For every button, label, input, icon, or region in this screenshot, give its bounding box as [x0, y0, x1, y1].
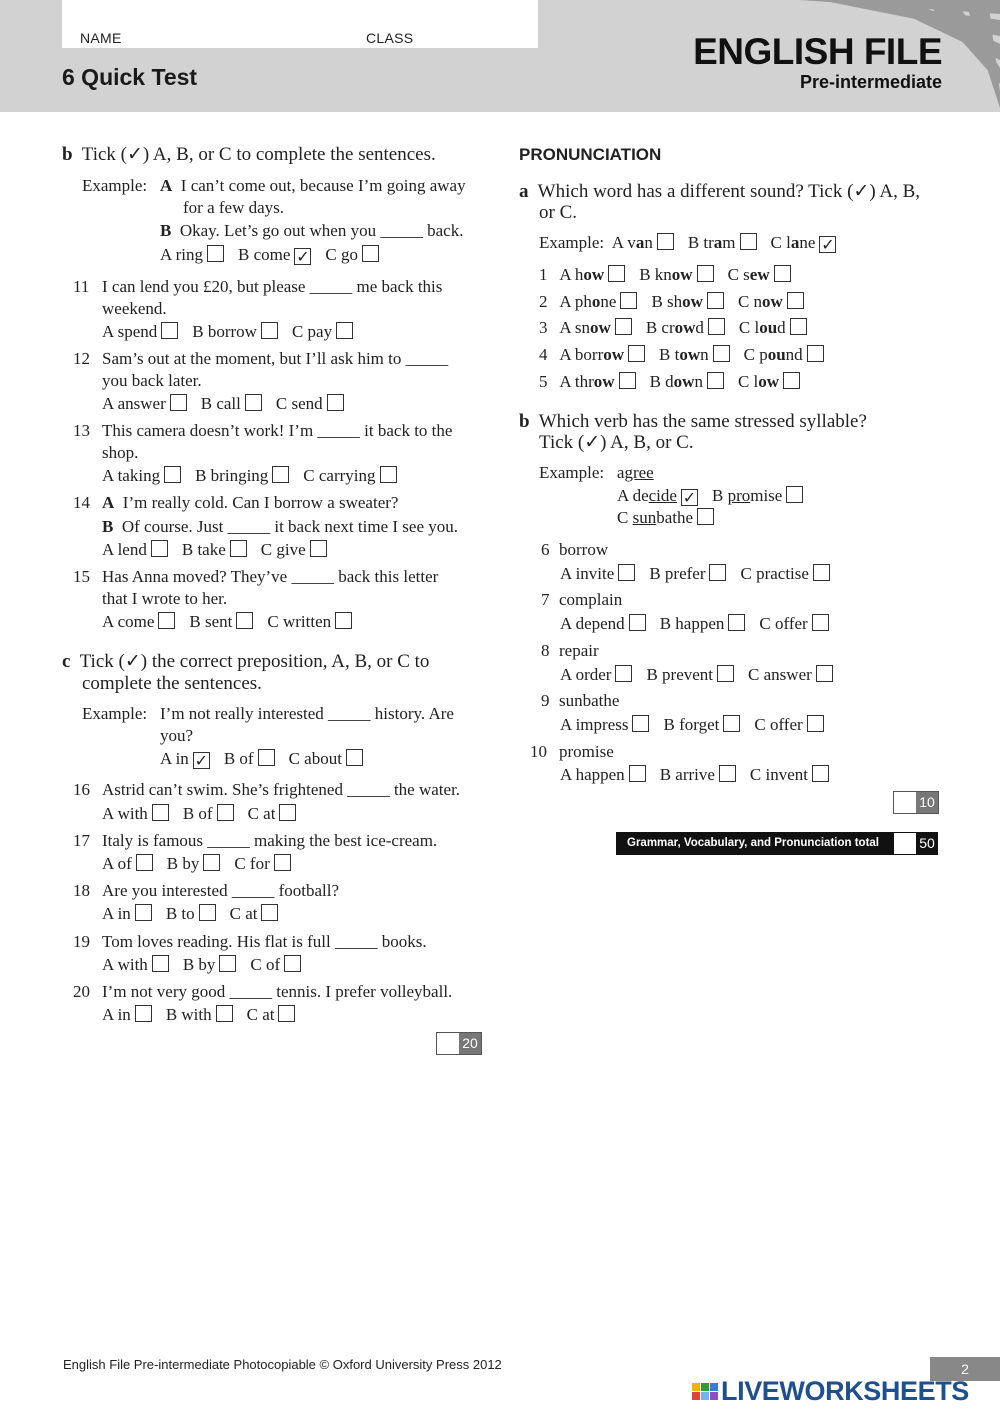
checkbox[interactable] [807, 715, 824, 732]
checkbox[interactable] [135, 904, 152, 921]
checkbox[interactable] [152, 955, 169, 972]
page-number: 2 [930, 1357, 1000, 1381]
checkbox[interactable] [723, 715, 740, 732]
total-score: 50 [919, 835, 935, 851]
question-options: A invite B prefer C practise [560, 564, 844, 584]
checkbox[interactable] [245, 394, 262, 411]
checkbox[interactable] [258, 749, 275, 766]
checkbox[interactable] [615, 665, 632, 682]
question-text: B Of course. Just _____ it back next time I see you. [102, 517, 458, 536]
checkbox[interactable] [708, 318, 725, 335]
logo-grid-icon [692, 1383, 718, 1400]
copyright-footer: English File Pre-intermediate Photocopiable © Oxford University Press 2012 [63, 1357, 502, 1372]
checkbox[interactable] [807, 345, 824, 362]
checkbox[interactable] [261, 322, 278, 339]
checkbox[interactable] [230, 540, 247, 557]
checkbox[interactable] [217, 804, 234, 821]
checkbox[interactable] [236, 612, 253, 629]
question-text: Astrid can’t swim. She’s frightened _____ the water. [102, 780, 461, 799]
question-text: Has Anna moved? They’ve _____ back this letter [102, 567, 439, 586]
checkbox[interactable] [657, 233, 674, 250]
checkbox[interactable] [327, 394, 344, 411]
checkbox[interactable] [812, 765, 829, 782]
question-text: This camera doesn’t work! I’m _____ it back to the [102, 421, 453, 440]
question-text: shop. [102, 443, 139, 462]
question-options: A happen B arrive C invent [560, 765, 843, 785]
brand-name: ENGLISH FILE [693, 31, 942, 72]
checkbox-ticked[interactable]: ✓ [682, 488, 697, 507]
question-options: A spend B borrow C pay [102, 322, 367, 342]
part-letter: a [519, 181, 529, 202]
checkbox[interactable] [261, 904, 278, 921]
pron-item: 2 A phone B show C now [539, 292, 818, 312]
checkbox[interactable] [697, 508, 714, 525]
part-letter: b [62, 144, 73, 165]
part-b-instruction: Tick (✓) A, B, or C. [539, 432, 694, 453]
checkbox[interactable] [272, 466, 289, 483]
question-text: Italy is famous _____ making the best ice-cream. [102, 831, 438, 850]
checkbox[interactable] [713, 345, 730, 362]
question-text: I can lend you £20, but please _____ me back this [102, 277, 443, 296]
brand [693, 32, 942, 92]
checkbox-ticked[interactable]: ✓ [296, 247, 310, 266]
checkbox[interactable] [336, 322, 353, 339]
question-text: Sam’s out at the moment, but I’ll ask him to _____ [102, 349, 449, 368]
question-text: you back later. [102, 371, 202, 390]
question-options: A of B by C for [102, 854, 305, 874]
page-header [0, 0, 1000, 112]
example-line: you? [160, 726, 194, 745]
checkbox[interactable] [135, 1005, 152, 1022]
pron-item: 4 A borrow B town C pound [539, 345, 838, 365]
score-total: 20 [459, 1033, 481, 1054]
score-box [893, 791, 939, 814]
class-label: CLASS [366, 30, 414, 46]
question-options: A impress B forget C offer [560, 715, 838, 735]
checkbox[interactable] [151, 540, 168, 557]
checkbox[interactable] [629, 614, 646, 631]
checkbox[interactable] [619, 372, 636, 389]
question-number: 9 [541, 691, 550, 710]
pron-item: 5 A throw B down C low [539, 372, 814, 392]
part-b-instruction: b Which verb has the same stressed syllable? [519, 411, 867, 432]
total-input[interactable] [894, 833, 916, 854]
question-number: 15 [73, 567, 90, 586]
checkbox[interactable] [158, 612, 175, 629]
checkbox[interactable] [608, 265, 625, 282]
stress-word: complain [559, 590, 623, 609]
checkbox[interactable] [199, 904, 216, 921]
liveworksheets-logo [692, 1376, 969, 1407]
question-number: 18 [73, 881, 90, 900]
question-options: A in B to C at [102, 904, 292, 924]
checkbox[interactable] [362, 245, 379, 262]
example-options: C sunbathe [617, 508, 728, 528]
checkbox[interactable] [717, 665, 734, 682]
checkbox[interactable] [136, 854, 153, 871]
example-line: A I can’t come out, because I’m going away [160, 176, 466, 195]
question-number: 12 [73, 349, 90, 368]
example-options: A in ✓ B of C about [160, 749, 377, 769]
checkbox[interactable] [787, 292, 804, 309]
checkbox-ticked[interactable]: ✓ [194, 751, 209, 770]
watermark-text: LIVEWORKSHEETS [721, 1376, 969, 1406]
question-options: A lend B take C give [102, 540, 341, 560]
question-options: A order B prevent C answer [560, 665, 847, 685]
part-letter: b [519, 411, 530, 432]
part-c-instruction: c Tick (✓) the correct preposition, A, B, or C to [62, 651, 430, 672]
checkbox[interactable] [813, 564, 830, 581]
checkbox[interactable] [279, 804, 296, 821]
question-text: Tom loves reading. His flat is full _____ books. [102, 932, 427, 951]
example-label: Example: [82, 704, 148, 723]
pron-item: 3 A snow B crowd C loud [539, 318, 821, 338]
question-number: 16 [73, 780, 90, 799]
checkbox[interactable] [152, 804, 169, 821]
question-number: 6 [541, 540, 550, 559]
checkbox[interactable] [709, 564, 726, 581]
name-label: NAME [80, 30, 122, 46]
checkbox[interactable] [707, 372, 724, 389]
question-options: A answer B call C send [102, 394, 358, 414]
question-options: A depend B happen C offer [560, 614, 843, 634]
stress-word: sunbathe [559, 691, 620, 710]
question-text: weekend. [102, 299, 167, 318]
total-bar [616, 832, 938, 855]
checkbox[interactable] [812, 614, 829, 631]
checkbox[interactable] [719, 765, 736, 782]
part-a-instruction: or C. [539, 202, 577, 223]
checkbox[interactable] [783, 372, 800, 389]
question-options: A with B by C of [102, 955, 315, 975]
part-a-instruction: a Which word has a different sound? Tick (✓) A, B, [519, 181, 920, 202]
example-row: Example: agree [539, 463, 654, 482]
question-number: 13 [73, 421, 90, 440]
score-input[interactable] [437, 1033, 459, 1054]
checkbox[interactable] [380, 466, 397, 483]
checkbox[interactable] [774, 265, 791, 282]
question-number: 11 [73, 277, 90, 296]
question-text: A I’m really cold. Can I borrow a sweater? [102, 493, 399, 512]
example-line: I’m not really interested _____ history. Are [160, 704, 454, 723]
checkbox[interactable] [203, 854, 220, 871]
question-options: A in B with C at [102, 1005, 309, 1025]
question-text: Are you interested _____ football? [102, 881, 339, 900]
checkbox[interactable] [278, 1005, 295, 1022]
checkbox[interactable] [632, 715, 649, 732]
question-number: 10 [530, 742, 547, 761]
total-label: Grammar, Vocabulary, and Pronunciation total [627, 837, 879, 849]
checkbox[interactable] [164, 466, 181, 483]
question-options: A come B sent C written [102, 612, 366, 632]
checkbox[interactable] [310, 540, 327, 557]
stress-word: borrow [559, 540, 609, 559]
checkbox[interactable] [161, 322, 178, 339]
part-b-instruction: b Tick (✓) A, B, or C to complete the sentences. [62, 144, 436, 165]
question-number: 20 [73, 982, 90, 1001]
example-options: A decide ✓ B promise [617, 486, 817, 506]
score-input[interactable] [894, 792, 916, 813]
checkbox[interactable] [274, 854, 291, 871]
example-line: B Okay. Let’s go out when you _____ back. [160, 221, 464, 240]
checkbox[interactable] [816, 665, 833, 682]
question-options: A taking B bringing C carrying [102, 466, 411, 486]
checkbox[interactable] [697, 265, 714, 282]
pron-item: 1 A how B know C sew [539, 265, 805, 285]
checkbox[interactable] [346, 749, 363, 766]
example-line: for a few days. [183, 198, 285, 217]
checkbox[interactable] [728, 614, 745, 631]
question-options: A with B of C at [102, 804, 310, 824]
checkbox[interactable] [740, 233, 757, 250]
checkbox[interactable] [216, 1005, 233, 1022]
part-letter: c [62, 651, 71, 672]
checkbox[interactable] [786, 486, 803, 503]
checkbox[interactable] [620, 292, 637, 309]
checkbox[interactable] [335, 612, 352, 629]
checkbox[interactable] [790, 318, 807, 335]
question-number: 17 [73, 831, 90, 850]
page-title: 6 Quick Test [62, 64, 198, 90]
checkbox[interactable] [170, 394, 187, 411]
question-text: I’m not very good _____ tennis. I prefer volleyball. [102, 982, 453, 1001]
score-total: 10 [916, 792, 938, 813]
question-text: that I wrote to her. [102, 589, 228, 608]
checkbox[interactable] [207, 245, 224, 262]
question-number: 7 [541, 590, 550, 609]
checkbox-ticked[interactable]: ✓ [821, 235, 835, 254]
checkbox[interactable] [615, 318, 632, 335]
checkbox[interactable] [707, 292, 724, 309]
part-c-instruction: complete the sentences. [82, 673, 262, 694]
question-number: 14 [73, 493, 90, 512]
section-heading: PRONUNCIATION [519, 145, 662, 164]
checkbox[interactable] [628, 345, 645, 362]
question-number: 19 [73, 932, 90, 951]
checkbox[interactable] [284, 955, 301, 972]
example-options: A ring B come ✓ C go [160, 245, 393, 265]
question-number: 8 [541, 641, 550, 660]
brand-level: Pre-intermediate [799, 72, 942, 92]
checkbox[interactable] [219, 955, 236, 972]
checkbox[interactable] [618, 564, 635, 581]
stress-word: promise [559, 742, 614, 761]
checkbox[interactable] [629, 765, 646, 782]
example-row: Example: A van B tram C lane ✓ [539, 233, 835, 254]
score-box [436, 1032, 482, 1055]
name-class-box [62, 0, 538, 48]
stress-word: repair [559, 641, 599, 660]
example-label: Example: [82, 176, 148, 195]
